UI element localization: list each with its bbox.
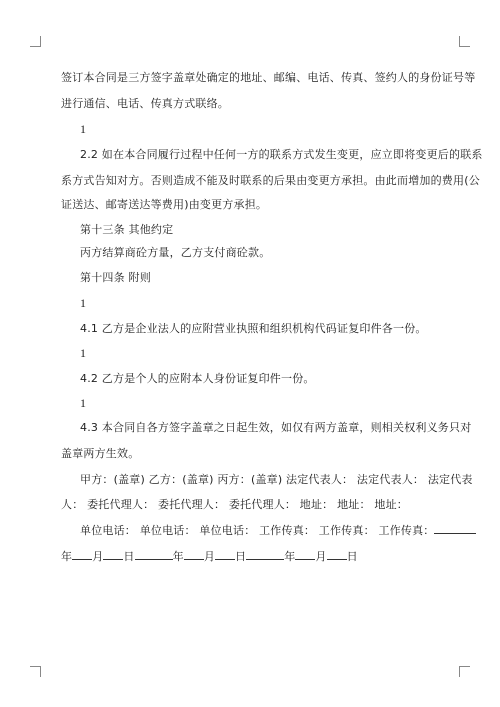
date-year-label: 年 bbox=[61, 550, 73, 563]
paragraph-line: 4.3 本合同自各方签字盖章之日起生效，如仅有两方盖章，则相关权利义务只对 bbox=[80, 421, 472, 434]
item-number: 1 bbox=[80, 346, 87, 360]
date-month-label: 月 bbox=[315, 550, 327, 563]
fill-blank bbox=[295, 548, 315, 560]
date-row bbox=[61, 548, 358, 564]
paragraph-line: 证送达、邮寄送达等费用)由变更方承担。 bbox=[61, 198, 268, 211]
fill-blank bbox=[434, 522, 476, 534]
contact-line-text: 单位电话： 单位电话： 单位电话： 工作传真： 工作传真： 工作传真： bbox=[80, 524, 435, 537]
item-number: 1 bbox=[80, 122, 87, 136]
date-month-label: 月 bbox=[92, 550, 104, 563]
crop-mark-top-left bbox=[30, 36, 41, 47]
contact-line bbox=[80, 522, 476, 538]
fill-blank bbox=[72, 548, 92, 560]
paragraph-line: 2.2 如在本合同履行过程中任何一方的联系方式发生变更，应立即将变更后的联系 bbox=[80, 148, 483, 161]
fill-blank bbox=[215, 548, 235, 560]
signature-line: 人： 委托代理人： 委托代理人： 委托代理人： 地址： 地址： 地址： bbox=[61, 498, 408, 511]
section-heading: 第十四条 附则 bbox=[80, 271, 151, 284]
paragraph-line: 4.2 乙方是个人的应附本人身份证复印件一份。 bbox=[80, 372, 315, 385]
date-day-label: 日 bbox=[123, 550, 135, 563]
fill-blank bbox=[135, 548, 173, 560]
date-year-label: 年 bbox=[172, 550, 184, 563]
fill-blank bbox=[103, 548, 123, 560]
paragraph-line: 盖章两方生效。 bbox=[61, 447, 140, 460]
paragraph-line: 4.1 乙方是企业法人的应附营业执照和组织机构代码证复印件各一份。 bbox=[80, 322, 427, 335]
fill-blank bbox=[184, 548, 204, 560]
item-number: 1 bbox=[80, 296, 87, 310]
crop-mark-bottom-right bbox=[459, 666, 470, 677]
date-day-label: 日 bbox=[235, 550, 247, 563]
item-number: 1 bbox=[80, 396, 87, 410]
paragraph-line: 丙方结算商砼方量，乙方支付商砼款。 bbox=[80, 246, 271, 259]
crop-mark-top-right bbox=[459, 36, 470, 47]
date-year-label: 年 bbox=[284, 550, 296, 563]
date-day-label: 日 bbox=[346, 550, 358, 563]
signature-line: 甲方：(盖章) 乙方：(盖章) 丙方：(盖章) 法定代表人： 法定代表人： 法定代表 bbox=[80, 473, 473, 486]
paragraph-line: 签订本合同是三方签字盖章处确定的地址、邮编、电话、传真、签约人的身份证号等 bbox=[61, 71, 476, 84]
fill-blank bbox=[327, 548, 347, 560]
crop-mark-bottom-left bbox=[30, 666, 41, 677]
section-heading: 第十三条 其他约定 bbox=[80, 223, 174, 236]
fill-blank bbox=[246, 548, 284, 560]
date-month-label: 月 bbox=[203, 550, 216, 563]
paragraph-line: 系方式告知对方。否则造成不能及时联系的后果由变更方承担。由此而增加的费用(公 bbox=[61, 174, 480, 187]
paragraph-line: 进行通信、电话、传真方式联络。 bbox=[61, 97, 229, 110]
